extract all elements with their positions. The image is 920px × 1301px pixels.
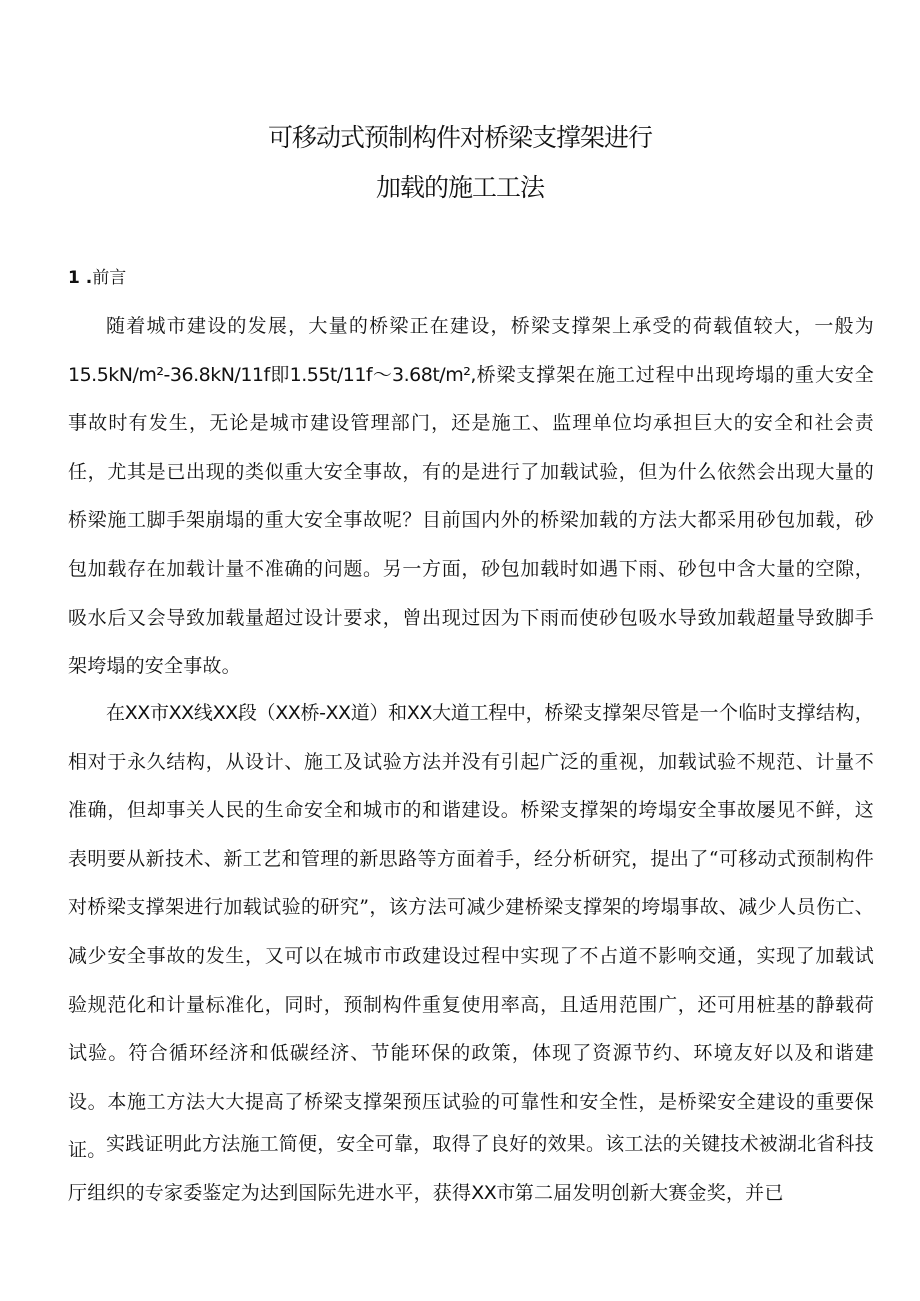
paragraph-background <box>68 302 874 691</box>
paragraph-1-part-2: 桥梁支撑架在施工过程中出现垮塌的重大安全事故时有发生，无论是城市建设管理部门，还是施工、监理单位均承担巨大的安全和社会责任，尤其是已出现的类似重大安全事故，有的是进行了加载试验，但为什么依然会出现大量的桥梁施工脚手架崩塌的重大安全事故呢？目前国内外的桥梁加载的方法大都采用砂包加载，砂包加载存在加载计量不准确的问题。另一方面，砂包加载时如遇下雨、砂包中含大量的空隙，吸水后又会导致加载量超过设计要求，曾出现过因为下雨而使砂包吸水导致加载超量导致脚手架垮塌的安全事故。 <box>68 363 874 678</box>
paragraph-3-part-2: 第二届发明创新大赛金奖，并已 <box>514 1181 784 1204</box>
document-title-line-2: 加载的施工工法 <box>375 173 544 202</box>
paragraph-2-body: 桥梁支撑架尽管是一个临时支撑结构，相对于永久结构，从设计、施工及试验方法并没有引起广泛的重视，加载试验不规范、计量不准确，但却事关人民的生命安全和城市的和谐建设。桥梁支撑架的垮塌安全事故屡见不鲜，这表明要从新技术、新工艺和管理的新思路等方面着手，经分析研究，提出了“可移动式预制构件对桥梁支撑架进行加载试验的研究”，该方法可减少建桥梁支撑架的垮塌事故、减少人员伤亡、减少安全事故的发生，又可以在城市市政建设过程中实现了不占道不影响交通，实现了加载试验规范化和计量标准化，同时，预制构件重复使用率高，且适用范围广，还可用桩基的静载荷试验。符合循环经济和低碳经济、节能环保的政策，体现了资源节约、环境友好以及和谐建设。本施工方法大大提高了桥梁支撑架预压试验的可靠性和安全性，是桥梁安全建设的重要保证。 <box>68 702 874 1162</box>
section-heading <box>68 263 126 288</box>
section-number: 1 . <box>68 268 93 288</box>
paragraph-1-part-1: 随着城市建设的发展，大量的桥梁正在建设，桥梁支撑架上承受的荷载值较大，一般为 <box>106 315 874 337</box>
paragraph-2-lead: 在XX市XX线XX段（XX桥-XX道）和XX大道工程中， <box>106 702 545 724</box>
document-title-line-1: 可移动式预制构件对桥梁支撑架进行 <box>267 123 652 152</box>
paragraph-3-city: XX市 <box>471 1181 515 1204</box>
paragraph-3-part-1: 实践证明此方法施工简便，安全可靠，取得了良好的效果。该工法的关键技术被湖北省科技厅组织的专家委鉴定为达到国际先进水平，获得 <box>68 1133 875 1204</box>
paragraph-project <box>68 689 874 1175</box>
paragraph-results <box>68 1120 874 1217</box>
section-heading-text: 前言 <box>92 268 127 288</box>
load-value-formula: 15.5kN/m²-36.8kN/11f即1.55t/11f～3.68t/m², <box>68 363 476 386</box>
